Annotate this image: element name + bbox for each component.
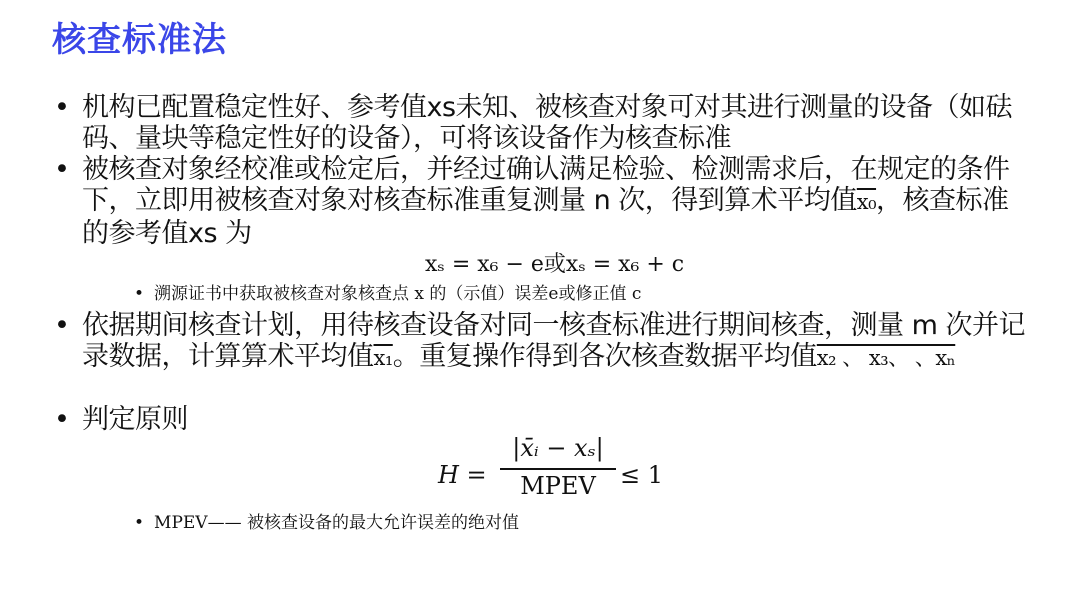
bullet-text: 依据期间核查计划，用待核查设备对同一核查标准进行期间核查，测量 m 次并记录数据，计算算术平均值	[82, 310, 1025, 372]
bullet-dot: •	[134, 513, 145, 533]
bullet-text: 判定原则	[82, 404, 188, 435]
reference-value-formula: xₛ = x₆ − e或xₛ = x₆ + c	[425, 252, 685, 277]
fraction-numerator: |x̄ᵢ − xₛ|	[512, 434, 604, 462]
judgement-fraction	[500, 434, 616, 500]
mean-x1: x₁	[373, 346, 393, 370]
formula-rhs: ≤ 1	[620, 461, 664, 489]
formula-lhs: H =	[438, 461, 487, 489]
page-title: 核查标准法	[52, 20, 227, 60]
bullet-text-tail: ，核查标准的参考值xs 为	[82, 185, 1009, 249]
bullet-dot: •	[54, 310, 70, 341]
bullet-dot: •	[54, 404, 70, 435]
mean-series: x₂ 、 x₃、 、xₙ	[816, 346, 956, 370]
bullet-dot: •	[54, 154, 70, 185]
sub-bullet-error-source	[134, 283, 641, 305]
bullet-dot: •	[54, 92, 70, 123]
mean-x0: x₀	[856, 190, 877, 214]
fraction-bar	[500, 468, 616, 470]
bullet-text: 被核查对象经校准或检定后，并经过确认满足检验、检测需求后，在规定的条件下，立即用被核查对象对核查标准重复测量 n 次，得到算术平均值	[82, 154, 1010, 216]
bullet-dot: •	[134, 284, 145, 304]
sub-bullet-text: MPEV—— 被核查设备的最大允许误差的绝对值	[154, 513, 519, 533]
fraction-denominator: MPEV	[520, 472, 596, 500]
bullet-text-middle: 。重复操作得到各次核查数据平均值	[392, 341, 817, 372]
sub-bullet-text: 溯源证书中获取被核查对象核查点 x 的（示值）误差e或修正值 c	[154, 284, 642, 304]
sub-bullet-mpev	[134, 512, 519, 534]
bullet-text: 机构已配置稳定性好、参考值xs未知、被核查对象可对其进行测量的设备（如砝码、量块等稳定性好的设备），可将该设备作为核查标准	[82, 92, 1013, 154]
